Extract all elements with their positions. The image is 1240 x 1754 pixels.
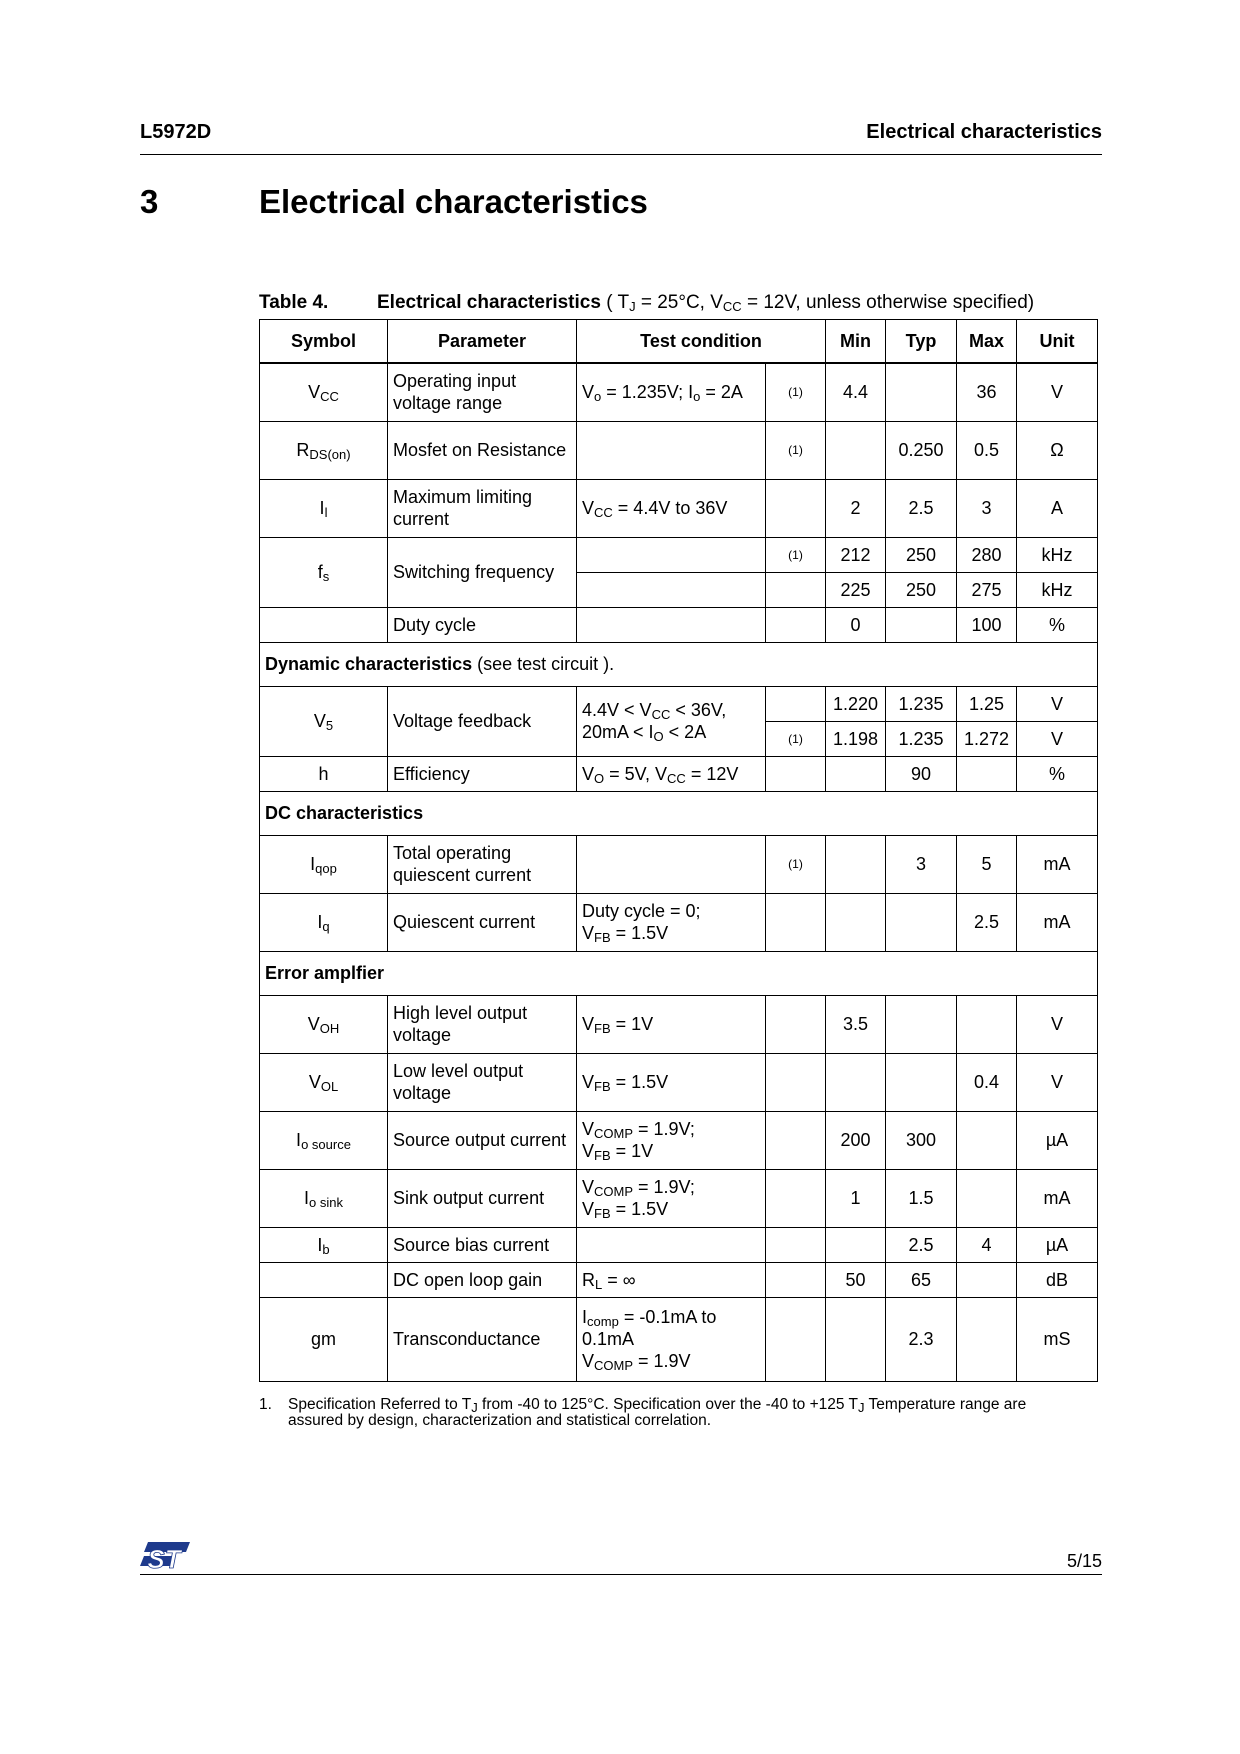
symbol-cell: $f_s$ xyxy=(260,537,388,607)
unit-cell: dB xyxy=(1017,1262,1098,1297)
condition-cell: $V_{COMP} = 1.9V$; $V_{FB} = 1V$ xyxy=(577,1111,766,1169)
min-cell: 3.5 xyxy=(826,995,886,1053)
condition-cell: $V_{CC} = 4.4V$ to 36V xyxy=(577,479,766,537)
max-cell xyxy=(957,1169,1017,1227)
parameter-cell: Switching frequency xyxy=(388,537,577,607)
condition-cell: $4.4V < V_{CC} < 36V$, $20mA < I_O < 2A$ xyxy=(577,686,766,756)
unit-cell: µA xyxy=(1017,1111,1098,1169)
min-cell xyxy=(826,1297,886,1381)
typ-cell: 1.235 xyxy=(886,686,957,721)
typ-cell: 3 xyxy=(886,835,957,893)
section-title: Electrical characteristics xyxy=(259,183,648,220)
max-cell: 275 xyxy=(957,572,1017,607)
table-row xyxy=(260,1053,1098,1111)
max-cell xyxy=(957,995,1017,1053)
typ-cell xyxy=(886,1053,957,1111)
unit-cell: V xyxy=(1017,1053,1098,1111)
symbol-cell: $I_{o sink}$ xyxy=(260,1169,388,1227)
table-number: Table 4. xyxy=(259,292,329,313)
max-cell: 4 xyxy=(957,1227,1017,1262)
parameter-cell: Maximum limiting current xyxy=(388,479,577,537)
min-cell xyxy=(826,756,886,791)
typ-cell: 250 xyxy=(886,537,957,572)
min-cell xyxy=(826,893,886,951)
section-heading: Error amplfier xyxy=(260,951,1098,995)
table-row xyxy=(260,1227,1098,1262)
symbol-cell xyxy=(260,1262,388,1297)
condition-cell xyxy=(577,835,766,893)
page-number: 5/15 xyxy=(1066,1551,1102,1571)
condition-cell xyxy=(577,572,766,607)
condition-cell xyxy=(577,607,766,642)
unit-cell: Ω xyxy=(1017,421,1098,479)
col-header-max: Max xyxy=(957,320,1017,364)
typ-cell: 250 xyxy=(886,572,957,607)
typ-cell: 2.5 xyxy=(886,479,957,537)
section-number: 3 xyxy=(140,183,159,220)
table-row xyxy=(260,893,1098,951)
header-rule xyxy=(140,154,1102,155)
condition-cell xyxy=(577,421,766,479)
col-header-parameter: Parameter xyxy=(388,320,577,364)
parameter-cell: Sink output current xyxy=(388,1169,577,1227)
condition-cell: $I_{comp} = -0.1mA$ to 0.1mA $V_{COMP} = 1.9V$ xyxy=(577,1297,766,1381)
typ-cell xyxy=(886,363,957,421)
table-row xyxy=(260,421,1098,479)
condition-cell xyxy=(577,1227,766,1262)
section-row-error-amplifier xyxy=(260,951,1098,995)
min-cell: 1 xyxy=(826,1169,886,1227)
unit-cell: V xyxy=(1017,995,1098,1053)
unit-cell: V xyxy=(1017,363,1098,421)
unit-cell: A xyxy=(1017,479,1098,537)
table-footnote xyxy=(259,1397,1059,1429)
symbol-cell: $V_{OH}$ xyxy=(260,995,388,1053)
parameter-cell: Source output current xyxy=(388,1111,577,1169)
section-heading: Dynamic characteristics (see test circuit ). xyxy=(260,642,1098,686)
symbol-cell: $V_{CC}$ xyxy=(260,363,388,421)
typ-cell: 90 xyxy=(886,756,957,791)
min-cell: 0 xyxy=(826,607,886,642)
unit-cell: mA xyxy=(1017,1169,1098,1227)
condition-cell: $V_O = 5V$, $V_{CC} = 12V$ xyxy=(577,756,766,791)
section-heading: DC characteristics xyxy=(260,791,1098,835)
note-ref xyxy=(766,607,826,642)
max-cell: 3 xyxy=(957,479,1017,537)
parameter-cell: Source bias current xyxy=(388,1227,577,1262)
electrical-characteristics-table xyxy=(259,319,1098,1382)
condition-cell: Duty cycle = 0; $V_{FB} = 1.5V$ xyxy=(577,893,766,951)
min-cell: 2 xyxy=(826,479,886,537)
col-header-symbol: Symbol xyxy=(260,320,388,364)
symbol-cell: $V_5$ xyxy=(260,686,388,756)
parameter-cell: Quiescent current xyxy=(388,893,577,951)
min-cell: 1.198 xyxy=(826,721,886,756)
note-ref xyxy=(766,1169,826,1227)
svg-text:ST: ST xyxy=(147,1544,181,1574)
col-header-typ: Typ xyxy=(886,320,957,364)
symbol-cell: $I_{qop}$ xyxy=(260,835,388,893)
unit-cell: V xyxy=(1017,686,1098,721)
max-cell: 1.272 xyxy=(957,721,1017,756)
max-cell xyxy=(957,1262,1017,1297)
col-header-test-condition: Test condition xyxy=(577,320,826,364)
table-row xyxy=(260,1111,1098,1169)
condition-cell: $V_{FB} = 1V$ xyxy=(577,995,766,1053)
max-cell: 36 xyxy=(957,363,1017,421)
symbol-cell xyxy=(260,607,388,642)
max-cell xyxy=(957,1297,1017,1381)
note-ref xyxy=(766,1297,826,1381)
table-condition: ( $T_J = 25^\circ C$, $V_{CC} = 12V$, unless otherwise specified) xyxy=(600,292,1035,314)
unit-cell: % xyxy=(1017,607,1098,642)
min-cell xyxy=(826,421,886,479)
max-cell: 0.4 xyxy=(957,1053,1017,1111)
condition-cell: $R_L$ = ∞ xyxy=(577,1262,766,1297)
header-doc-id: L5972D xyxy=(140,121,212,143)
note-ref: (1) xyxy=(766,835,826,893)
symbol-cell: $I_q$ xyxy=(260,893,388,951)
table-row xyxy=(260,1297,1098,1381)
footnote-text: Specification Referred to $T_J$ from -40 to 125°C. Specification over the -40 to +125 $T_J$ Temperature range are assured by design, characterization and statistical correlation. xyxy=(288,1396,1027,1429)
symbol-cell: gm xyxy=(260,1297,388,1381)
unit-cell: % xyxy=(1017,756,1098,791)
condition-cell: $V_{FB} = 1.5V$ xyxy=(577,1053,766,1111)
parameter-cell: High level output voltage xyxy=(388,995,577,1053)
max-cell: 1.25 xyxy=(957,686,1017,721)
typ-cell: 65 xyxy=(886,1262,957,1297)
col-header-min: Min xyxy=(826,320,886,364)
note-ref xyxy=(766,572,826,607)
parameter-cell: Total operating quiescent current xyxy=(388,835,577,893)
table-row xyxy=(260,1262,1098,1297)
parameter-cell: Voltage feedback xyxy=(388,686,577,756)
typ-cell xyxy=(886,995,957,1053)
symbol-cell: h xyxy=(260,756,388,791)
min-cell: 200 xyxy=(826,1111,886,1169)
max-cell: 5 xyxy=(957,835,1017,893)
unit-cell: mS xyxy=(1017,1297,1098,1381)
table-row xyxy=(260,363,1098,421)
condition-cell xyxy=(577,537,766,572)
min-cell xyxy=(826,1053,886,1111)
symbol-cell: $V_{OL}$ xyxy=(260,1053,388,1111)
symbol-cell: $I_l$ xyxy=(260,479,388,537)
note-ref xyxy=(766,1227,826,1262)
note-ref: (1) xyxy=(766,537,826,572)
note-ref: (1) xyxy=(766,363,826,421)
min-cell: 1.220 xyxy=(826,686,886,721)
table-title: Electrical characteristics xyxy=(377,292,601,313)
typ-cell: 1.5 xyxy=(886,1169,957,1227)
parameter-cell: Operating input voltage range xyxy=(388,363,577,421)
parameter-cell: Transconductance xyxy=(388,1297,577,1381)
note-ref xyxy=(766,1262,826,1297)
table-caption xyxy=(259,292,1034,314)
unit-cell: µA xyxy=(1017,1227,1098,1262)
table-row xyxy=(260,479,1098,537)
parameter-cell: DC open loop gain xyxy=(388,1262,577,1297)
unit-cell: V xyxy=(1017,721,1098,756)
note-ref xyxy=(766,1111,826,1169)
max-cell: 280 xyxy=(957,537,1017,572)
table-row xyxy=(260,686,1098,721)
typ-cell: 2.3 xyxy=(886,1297,957,1381)
footer-rule xyxy=(140,1574,1102,1575)
note-ref xyxy=(766,479,826,537)
parameter-cell: Low level output voltage xyxy=(388,1053,577,1111)
max-cell: 100 xyxy=(957,607,1017,642)
unit-cell: mA xyxy=(1017,835,1098,893)
table-row xyxy=(260,537,1098,572)
max-cell: 2.5 xyxy=(957,893,1017,951)
parameter-cell: Mosfet on Resistance xyxy=(388,421,577,479)
min-cell: 225 xyxy=(826,572,886,607)
max-cell: 0.5 xyxy=(957,421,1017,479)
section-row-dc xyxy=(260,791,1098,835)
col-header-unit: Unit xyxy=(1017,320,1098,364)
typ-cell: 1.235 xyxy=(886,721,957,756)
table-row xyxy=(260,995,1098,1053)
max-cell xyxy=(957,1111,1017,1169)
unit-cell: kHz xyxy=(1017,537,1098,572)
parameter-cell: Duty cycle xyxy=(388,607,577,642)
typ-cell: 300 xyxy=(886,1111,957,1169)
table-row xyxy=(260,1169,1098,1227)
header-section-name: Electrical characteristics xyxy=(866,121,1102,143)
table-row xyxy=(260,756,1098,791)
note-ref: (1) xyxy=(766,421,826,479)
max-cell xyxy=(957,756,1017,791)
min-cell: 4.4 xyxy=(826,363,886,421)
condition-cell: $V_o = 1.235V$; $I_o = 2A$ xyxy=(577,363,766,421)
table-header-row xyxy=(260,320,1098,364)
st-logo-icon xyxy=(140,1540,190,1574)
symbol-cell: $I_b$ xyxy=(260,1227,388,1262)
note-ref xyxy=(766,686,826,721)
symbol-cell: $R_{DS(on)}$ xyxy=(260,421,388,479)
typ-cell xyxy=(886,893,957,951)
table-row xyxy=(260,607,1098,642)
footnote-number: 1. xyxy=(259,1396,272,1413)
unit-cell: kHz xyxy=(1017,572,1098,607)
note-ref xyxy=(766,1053,826,1111)
note-ref: (1) xyxy=(766,721,826,756)
note-ref xyxy=(766,995,826,1053)
condition-cell: $V_{COMP} = 1.9V$; $V_{FB} = 1.5V$ xyxy=(577,1169,766,1227)
min-cell: 50 xyxy=(826,1262,886,1297)
note-ref xyxy=(766,756,826,791)
parameter-cell: Efficiency xyxy=(388,756,577,791)
min-cell xyxy=(826,835,886,893)
section-row-dynamic xyxy=(260,642,1098,686)
typ-cell: 0.250 xyxy=(886,421,957,479)
unit-cell: mA xyxy=(1017,893,1098,951)
symbol-cell: $I_{o source}$ xyxy=(260,1111,388,1169)
note-ref xyxy=(766,893,826,951)
typ-cell xyxy=(886,607,957,642)
min-cell: 212 xyxy=(826,537,886,572)
typ-cell: 2.5 xyxy=(886,1227,957,1262)
table-row xyxy=(260,835,1098,893)
min-cell xyxy=(826,1227,886,1262)
